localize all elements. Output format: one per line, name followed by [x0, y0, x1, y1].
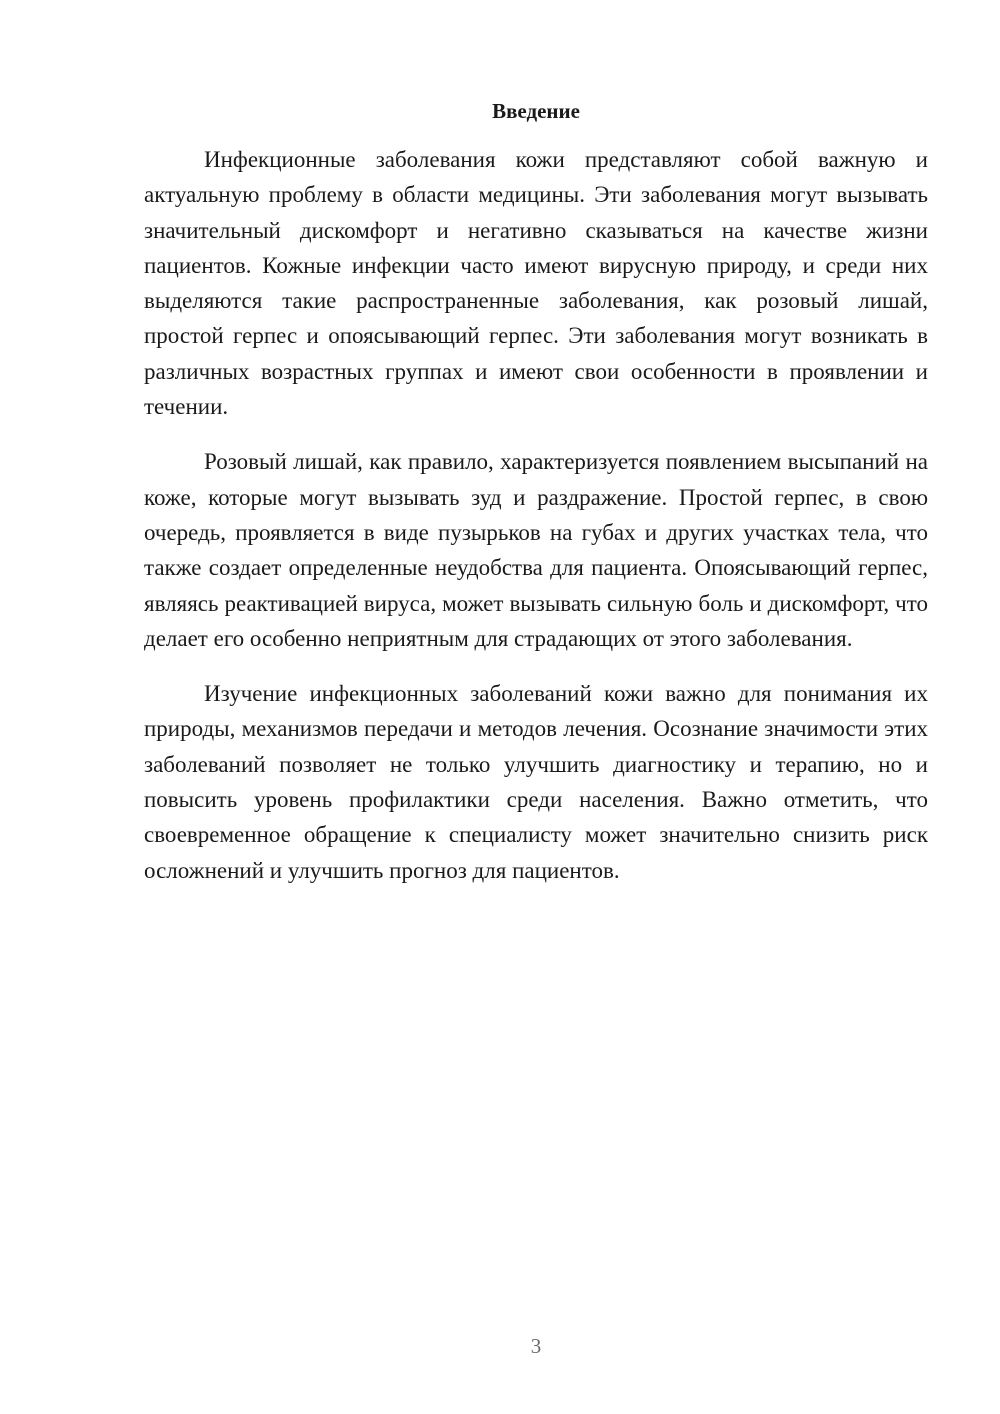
paragraph-2: Розовый лишай, как правило, характеризуется появлением высыпаний на коже, которые могут вызывать зуд и раздражение. Простой герпес, в свою очередь, проявляется в виде пузырьков на губах и других участках тела, что также создает определенные неудобства для пациента. Опоясывающий герпес, являясь реактивацией вируса, может вызывать сильную боль и дискомфорт, что делает его особенно неприятным для страдающих от этого заболевания.	[144, 449, 928, 651]
section-heading: Введение	[492, 99, 580, 123]
page-number: 3	[530, 1334, 542, 1358]
paragraph-3: Изучение инфекционных заболеваний кожи важно для понимания их природы, механизмов передачи и методов лечения. Осознание значимости этих заболеваний позволяет не только улучшить диагностику и терапию, но и повысить уровень профилактики среди населения. Важно отметить, что своевременное обращение к специалисту может значительно снизить риск осложнений и улучшить прогноз для пациентов.	[144, 681, 928, 883]
body-text	[144, 142, 928, 908]
paragraph-1: Инфекционные заболевания кожи представляют собой важную и актуальную проблему в области медицины. Эти заболевания могут вызывать значительный дискомфорт и негативно сказываться на качестве жизни пациентов. Кожные инфекции часто имеют вирусную природу, и среди них выделяются такие распространенные заболевания, как розовый лишай, простой герпес и опоясывающий герпес. Эти заболевания могут возникать в различных возрастных группах и имеют свои особенности в проявлении и течении.	[144, 147, 928, 420]
